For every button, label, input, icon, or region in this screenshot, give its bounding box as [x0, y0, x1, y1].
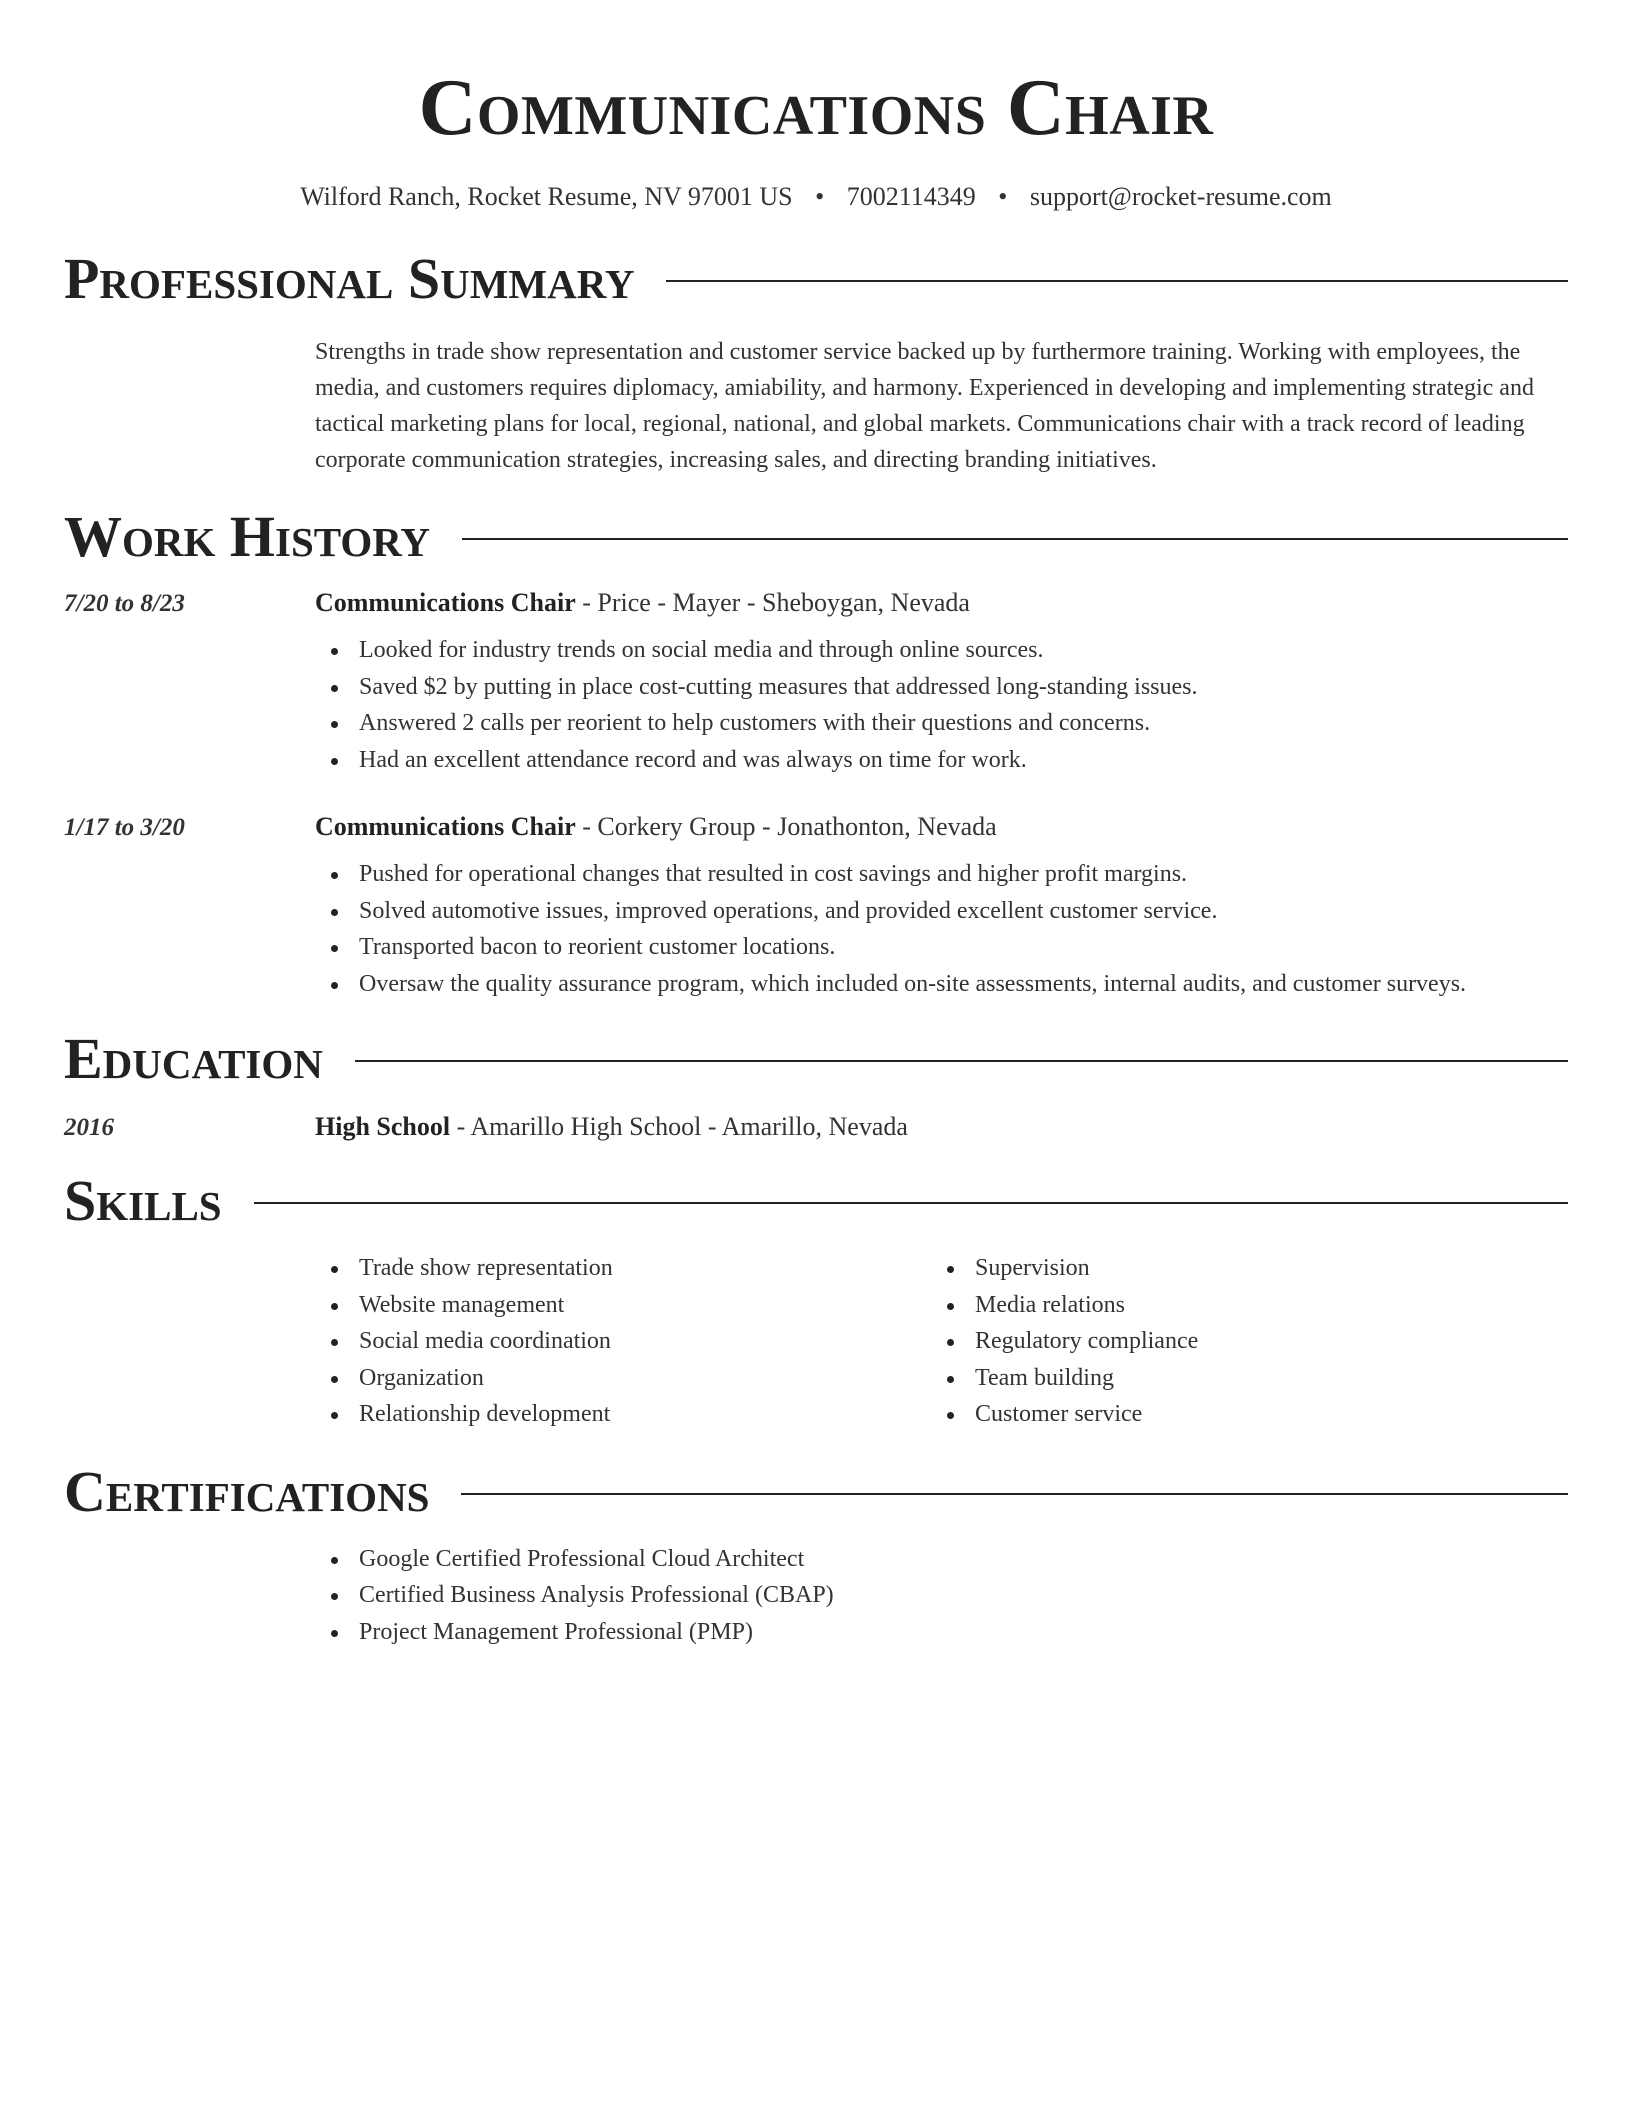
certification-item: Google Certified Professional Cloud Architect	[315, 1541, 1568, 1578]
certification-item: Certified Business Analysis Professional (CBAP)	[315, 1577, 1568, 1614]
summary-section-title: Professional Summary	[64, 246, 635, 311]
skill-item: Team building	[931, 1360, 1547, 1397]
skills-column-right	[931, 1250, 1547, 1433]
contact-separator: •	[998, 182, 1008, 211]
skill-item: Supervision	[931, 1250, 1547, 1287]
section-divider	[355, 1060, 1568, 1062]
skill-item: Organization	[315, 1360, 931, 1397]
job-bullet: Transported bacon to reorient customer locations.	[315, 929, 1568, 966]
skill-item: Social media coordination	[315, 1323, 931, 1360]
job-bullet: Looked for industry trends on social media and through online sources.	[315, 632, 1568, 669]
section-divider	[461, 1493, 1568, 1495]
skills-section-title: Skills	[64, 1168, 222, 1233]
contact-phone: 7002114349	[846, 182, 976, 211]
education-section-title: Education	[64, 1026, 323, 1091]
education-title-line	[315, 1112, 908, 1142]
skill-item: Relationship development	[315, 1396, 931, 1433]
job-bullets	[315, 632, 1568, 778]
contact-separator: •	[815, 182, 825, 211]
job-bullet: Oversaw the quality assurance program, which included on-site assessments, internal audits, and customer surveys.	[315, 966, 1568, 1003]
job-details: - Corkery Group - Jonathonton, Nevada	[575, 812, 997, 841]
job-header	[64, 812, 1568, 842]
job-bullet: Answered 2 calls per reorient to help customers with their questions and concerns.	[315, 705, 1568, 742]
resume-page	[64, 0, 1568, 1650]
job-title-line	[315, 588, 970, 618]
job-bullet: Pushed for operational changes that resulted in cost savings and higher profit margins.	[315, 856, 1568, 893]
certifications-list	[315, 1541, 1568, 1651]
job-dates: 1/17 to 3/20	[64, 814, 185, 841]
job-entry	[64, 588, 1568, 778]
job-entry	[64, 812, 1568, 1002]
certification-item: Project Management Professional (PMP)	[315, 1614, 1568, 1651]
summary-section-header	[64, 246, 1568, 311]
job-role: Communications Chair	[315, 588, 576, 617]
skills-column-left	[315, 1250, 931, 1433]
job-bullet: Solved automotive issues, improved operations, and provided excellent customer service.	[315, 893, 1568, 930]
education-section-header	[64, 1026, 1568, 1091]
education-details: - Amarillo High School - Amarillo, Nevada	[450, 1112, 908, 1141]
job-bullet: Saved $2 by putting in place cost-cutting measures that addressed long-standing issues.	[315, 669, 1568, 706]
education-degree: High School	[315, 1112, 451, 1141]
education-year: 2016	[64, 1114, 114, 1141]
contact-email: support@rocket-resume.com	[1029, 182, 1332, 211]
skill-item: Trade show representation	[315, 1250, 931, 1287]
job-bullet: Had an excellent attendance record and was always on time for work.	[315, 742, 1568, 779]
section-divider	[462, 538, 1568, 540]
skills-grid	[315, 1250, 1568, 1433]
job-role: Communications Chair	[315, 812, 576, 841]
certifications-section-header	[64, 1458, 1568, 1524]
skills-section-header	[64, 1168, 1568, 1233]
job-header	[64, 588, 1568, 618]
job-title-line	[315, 812, 997, 842]
skill-item: Customer service	[931, 1396, 1547, 1433]
work-section-header	[64, 504, 1568, 569]
skill-item: Website management	[315, 1287, 931, 1324]
education-entry	[64, 1112, 1568, 1142]
skill-item: Media relations	[931, 1287, 1547, 1324]
contact-address: Wilford Ranch, Rocket Resume, NV 97001 US	[300, 182, 793, 211]
candidate-name: Communications Chair	[418, 64, 1214, 152]
section-divider	[666, 280, 1568, 282]
certifications-section-title: Certifications	[64, 1458, 430, 1524]
contact-line	[64, 182, 1568, 212]
job-details: - Price - Mayer - Sheboygan, Nevada	[575, 588, 970, 617]
section-divider	[254, 1202, 1568, 1204]
job-dates: 7/20 to 8/23	[64, 590, 185, 617]
job-bullets	[315, 856, 1568, 1002]
summary-text: Strengths in trade show representation and customer service backed up by furthermore training. Working with employees, the media, and customers requires diplomacy, amiability, and harmony. Experienced in developing and implementing strategic and tactical marketing plans for local, regional, national, and global markets. Communications chair with a track record of leading corporate communication strategies, increasing sales, and directing branding initiatives.	[315, 339, 1534, 473]
work-section-title: Work History	[64, 504, 431, 569]
skill-item: Regulatory compliance	[931, 1323, 1547, 1360]
